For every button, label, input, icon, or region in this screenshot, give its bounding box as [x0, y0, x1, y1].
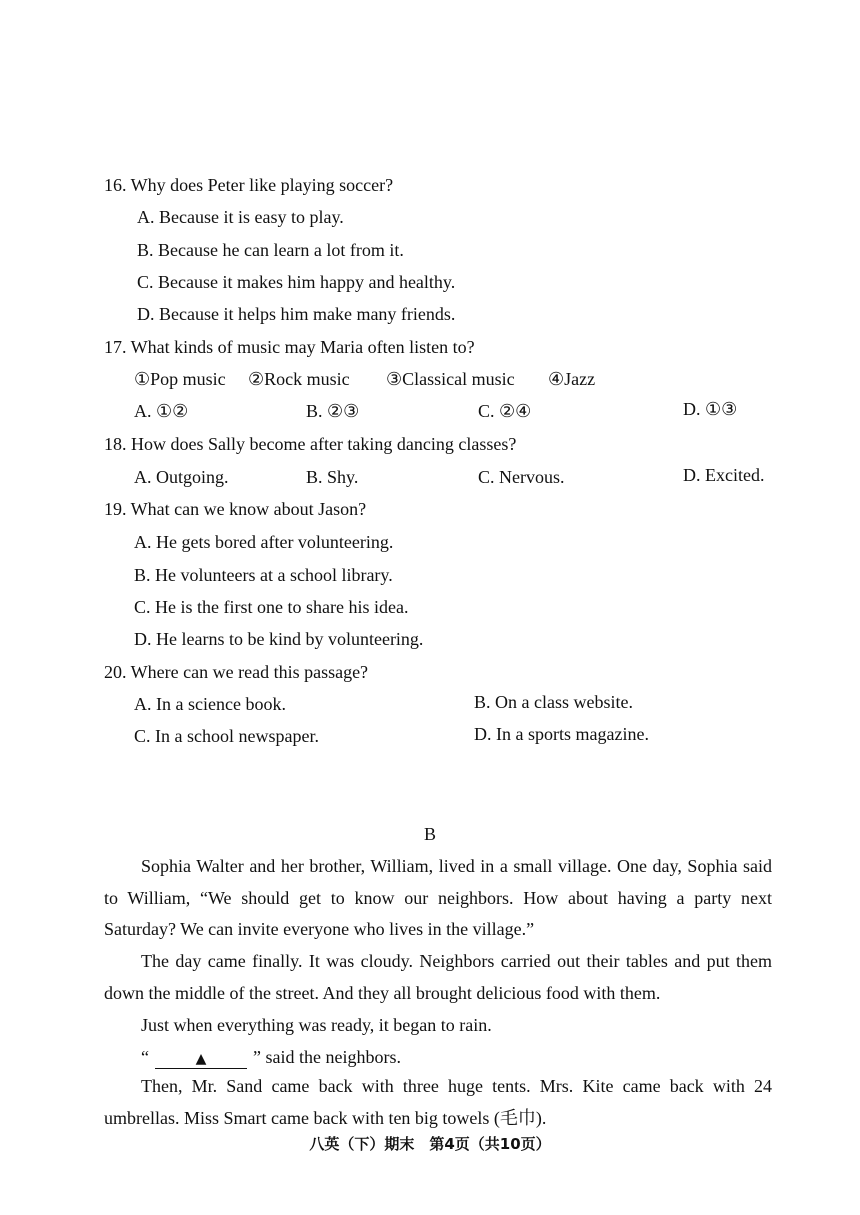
question-18-option-b: B. Shy. — [306, 467, 359, 487]
quote-open: “ — [141, 1047, 149, 1067]
question-19-option-b: B. He volunteers at a school library. — [134, 565, 393, 585]
question-20-option-d: D. In a sports magazine. — [474, 724, 649, 744]
question-17-option-a: A. ①② — [134, 401, 189, 421]
question-16-option-a: A. Because it is easy to play. — [137, 207, 344, 227]
question-19-option-c: C. He is the first one to share his idea. — [134, 597, 409, 617]
question-20-option-b: B. On a class website. — [474, 692, 633, 712]
question-18-option-a: A. Outgoing. — [134, 467, 229, 487]
question-17-stem: 17. What kinds of music may Maria often listen to? — [104, 337, 475, 357]
question-16-option-c: C. Because it makes him happy and healthy. — [137, 272, 456, 292]
fill-in-blank[interactable] — [155, 1048, 247, 1069]
page-footer: 八英（下）期末 第4页（共10页） — [309, 1135, 551, 1153]
question-17-choice-3: ③Classical music — [386, 369, 515, 389]
section-b-paragraph-4: Then, Mr. Sand came back with three huge tents. Mrs. Kite came back with 24 umbrellas. Miss Smart came back with ten big towels (毛巾). — [104, 1076, 772, 1128]
triangle-icon: ▲ — [195, 1051, 207, 1067]
question-17-option-c: C. ②④ — [478, 401, 532, 421]
question-18-stem: 18. How does Sally become after taking dancing classes? — [104, 434, 517, 454]
question-17-choice-1: ①Pop music — [134, 369, 226, 389]
section-b-quote-line — [141, 1046, 401, 1069]
section-b-paragraph-1: Sophia Walter and her brother, William, lived in a small village. One day, Sophia said to William, “We should get to know our neighbors. How about having a party next Saturday? We can invite everyone who lives in the village.” — [104, 856, 772, 939]
question-16-option-d: D. Because it helps him make many friends. — [137, 304, 456, 324]
question-18-option-d: D. Excited. — [683, 465, 765, 485]
question-17-choice-4: ④Jazz — [548, 369, 596, 389]
question-17-choice-2: ②Rock music — [248, 369, 350, 389]
question-20-stem: 20. Where can we read this passage? — [104, 662, 369, 682]
question-19-option-a: A. He gets bored after volunteering. — [134, 532, 394, 552]
question-17-option-d: D. ①③ — [683, 399, 738, 419]
question-17-option-b: B. ②③ — [306, 401, 360, 421]
section-b-heading: B — [423, 824, 436, 844]
question-20-option-a: A. In a science book. — [134, 694, 286, 714]
quote-close: ” said the neighbors. — [253, 1047, 401, 1067]
question-19-option-d: D. He learns to be kind by volunteering. — [134, 629, 424, 649]
question-20-option-c: C. In a school newspaper. — [134, 726, 319, 746]
question-19-stem: 19. What can we know about Jason? — [104, 499, 367, 519]
question-16-option-b: B. Because he can learn a lot from it. — [137, 240, 404, 260]
question-18-option-c: C. Nervous. — [478, 467, 565, 487]
section-b-paragraph-3: Just when everything was ready, it began to rain. — [141, 1015, 492, 1035]
question-16-stem: 16. Why does Peter like playing soccer? — [104, 175, 394, 195]
section-b-paragraph-2: The day came finally. It was cloudy. Neighbors carried out their tables and put them down the middle of the street. And they all brought delicious food with them. — [104, 951, 772, 1003]
